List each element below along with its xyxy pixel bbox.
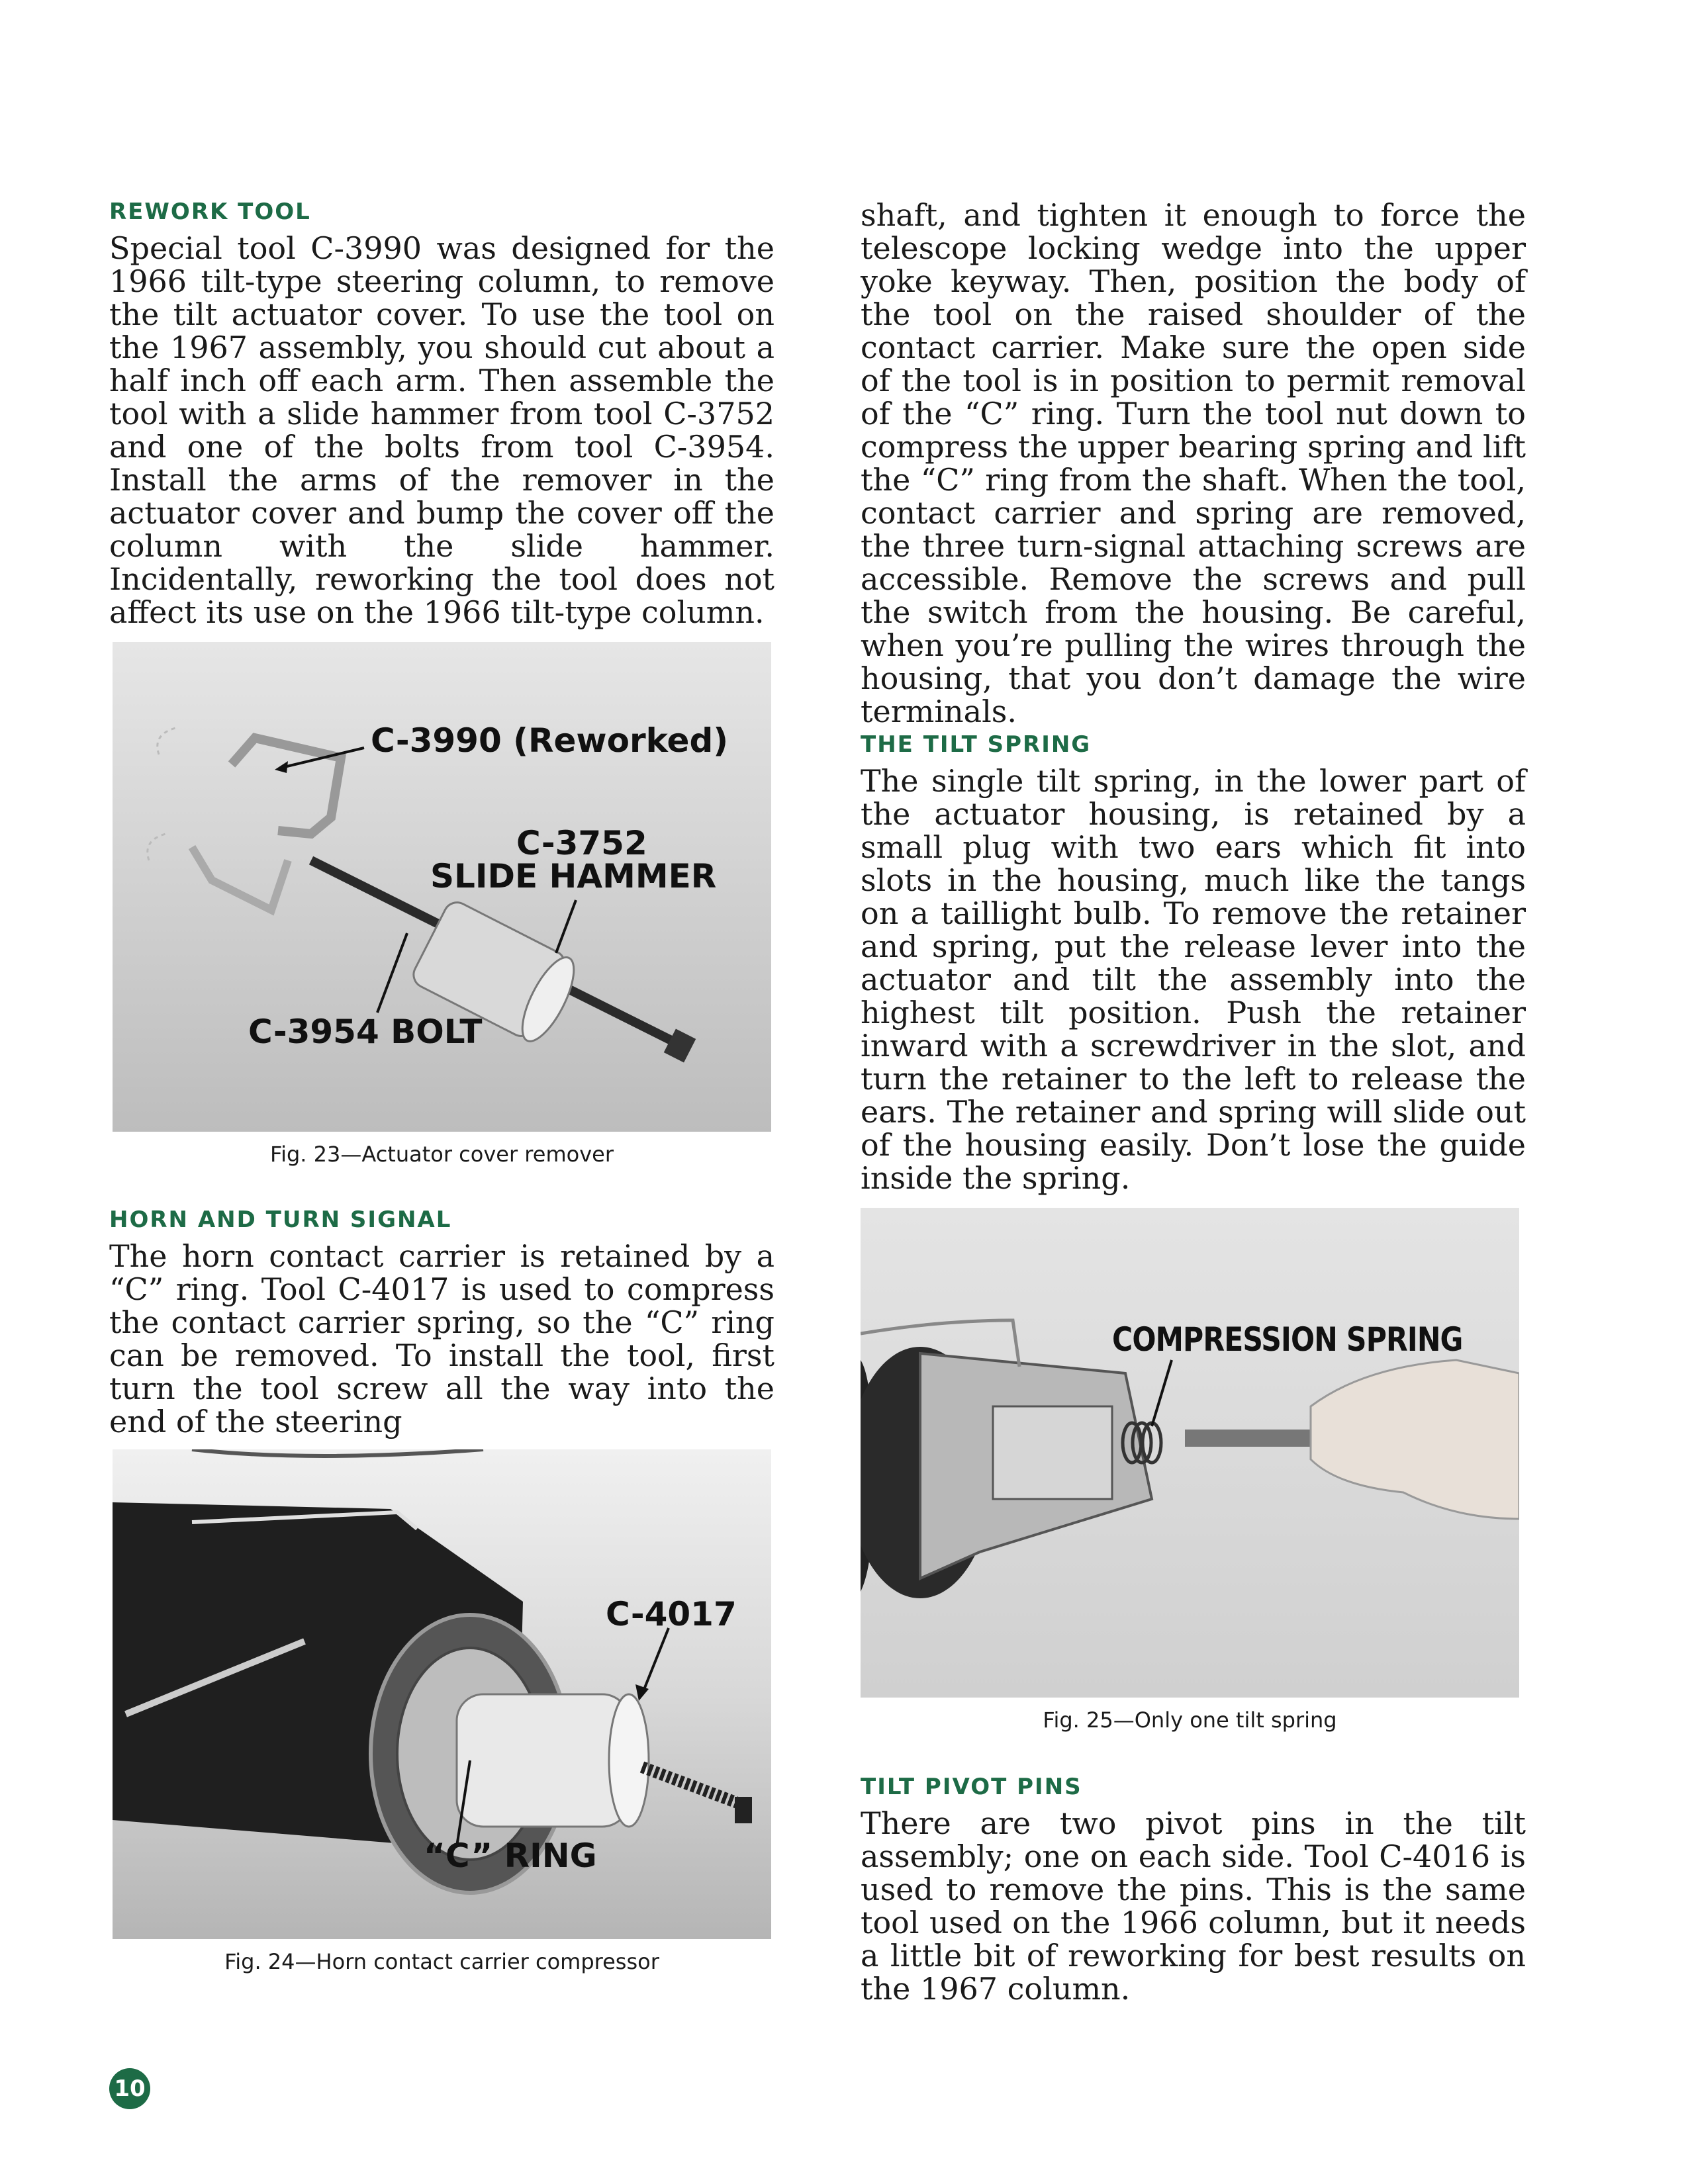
figure-24-caption: Fig. 24—Horn contact carrier compressor bbox=[224, 1949, 659, 1974]
label-compression-spring: COMPRESSION SPRING bbox=[1112, 1320, 1463, 1359]
section-continued bbox=[861, 199, 1526, 728]
heading-tilt-pivot-pins: TILT PIVOT PINS bbox=[861, 1774, 1082, 1800]
tilt-spring-illustration bbox=[861, 1208, 1519, 1698]
figure-23-photo bbox=[113, 642, 771, 1132]
label-slide-hammer: SLIDE HAMMER bbox=[430, 857, 717, 895]
label-c3990-reworked: C-3990 (Reworked) bbox=[371, 721, 729, 760]
heading-rework-tool: REWORK TOOL bbox=[109, 199, 311, 225]
section-tilt-pivot-pins bbox=[861, 1774, 1526, 2005]
paragraph-rework-tool: Special tool C-3990 was designed for the 1966 tilt-type steering column, to remove the tilt actuator cover. To use the tool on the 1967 assembly, you should cut about a half inch off each arm. Then assemble the tool with a slide hammer from tool C-3752 and one of the bolts from tool C-3954. Install the arms of the remover in the actuator cover and bump the cover off the column with the slide hammer. Incidentally, reworking the tool does not affect its use on the 1966 tilt-type column. bbox=[109, 230, 774, 630]
section-horn-turn-signal bbox=[109, 1206, 774, 1438]
section-rework-tool bbox=[109, 199, 774, 629]
label-c-ring: “C” RING bbox=[424, 1837, 597, 1875]
paragraph-tilt-spring: The single tilt spring, in the lower part of the actuator housing, is retained by a small plug with two ears which fit into slots in the housing, much like the tangs on a taillight bulb. To remove the retainer and spring, put the release lever into the actuator and tilt the assembly into the highest tilt position. Push the retainer inward with a screwdriver in the slot, and turn the retainer to the left to release the ears. The retainer and spring will slide out of the housing easily. Don’t lose the guide inside the spring. bbox=[861, 763, 1526, 1196]
paragraph-horn-turn-signal: The horn contact carrier is retained by a “C” ring. Tool C-4017 is used to compress the contact carrier spring, so the “C” ring can be removed. To install the tool, first turn the tool screw all the way into the end of the steering bbox=[109, 1238, 774, 1439]
figure-23-caption: Fig. 23—Actuator cover remover bbox=[270, 1142, 614, 1167]
label-c4017: C-4017 bbox=[606, 1595, 737, 1633]
figure-25-caption: Fig. 25—Only one tilt spring bbox=[1043, 1707, 1337, 1733]
paragraph-tilt-pivot-pins: There are two pivot pins in the tilt assembly; one on each side. Tool C-4016 is used to remove the pins. This is the same tool used on the 1966 column, but it needs a little bit of reworking for best results on the 1967 column. bbox=[861, 1805, 1526, 2007]
page-number-badge: 10 bbox=[109, 2068, 150, 2109]
figure-25-photo bbox=[861, 1208, 1519, 1698]
heading-tilt-spring: THE TILT SPRING bbox=[861, 731, 1092, 758]
label-c3752: C-3752 bbox=[516, 824, 647, 862]
heading-horn-turn-signal: HORN AND TURN SIGNAL bbox=[109, 1206, 452, 1233]
label-c3954-bolt: C-3954 BOLT bbox=[248, 1013, 483, 1051]
paragraph-continued: shaft, and tighten it enough to force the telescope locking wedge into the upper yoke keyway. Then, position the body of the tool on the raised shoulder of the contact carrier. Make sure the open side of the tool is in position to permit removal of the “C” ring. Turn the tool nut down to compress the upper bearing spring and lift the “C” ring from the shaft. When the tool, contact carrier and spring are removed, the three turn-signal attaching screws are accessible. Remove the screws and pull the switch from the housing. Be careful, when you’re pulling the wires through the housing, that you don’t damage the wire terminals. bbox=[861, 197, 1526, 729]
figure-24-photo bbox=[113, 1449, 771, 1939]
section-tilt-spring bbox=[861, 731, 1526, 1195]
